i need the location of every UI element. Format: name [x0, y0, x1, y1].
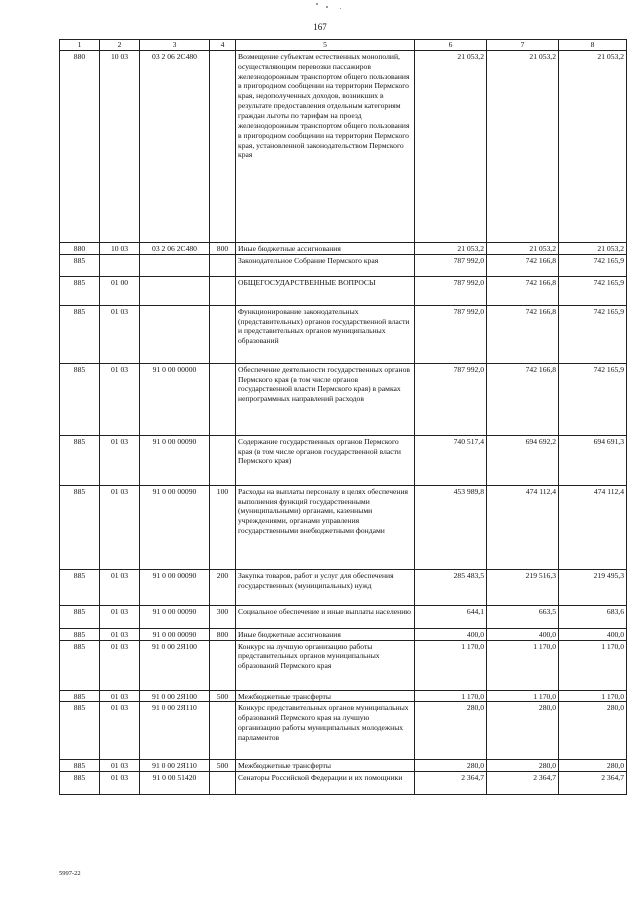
header-row [60, 40, 627, 51]
expense-type-code [210, 305, 236, 363]
amount-col8: 683,6 [559, 605, 627, 628]
column-header: 4 [210, 40, 236, 51]
admin-code: 885 [60, 254, 100, 276]
section-code: 01 03 [100, 435, 140, 485]
row-description: Содержание государственных органов Пермского края (в том числе органов государственной власти Пермского края) [236, 435, 415, 485]
expense-type-code: 500 [210, 760, 236, 772]
amount-col6: 280,0 [415, 702, 487, 760]
table-row [60, 605, 627, 628]
amount-col8: 1 170,0 [559, 690, 627, 702]
expense-type-code: 300 [210, 605, 236, 628]
expense-type-code: 500 [210, 690, 236, 702]
table-row [60, 690, 627, 702]
row-description: Обеспечение деятельности государственных органов Пермского края (в том числе органов государственной власти Пермского края) в рамках непрограммных направлений расходов [236, 363, 415, 435]
admin-code: 885 [60, 435, 100, 485]
page-number: 167 [313, 22, 327, 32]
row-description: Сенаторы Российской Федерации и их помощники [236, 772, 415, 795]
table-row [60, 363, 627, 435]
admin-code: 885 [60, 772, 100, 795]
amount-col8: 694 691,3 [559, 435, 627, 485]
table-row [60, 276, 627, 305]
amount-col6: 21 053,2 [415, 50, 487, 242]
row-description: Расходы на выплаты персоналу в целях обеспечения выполнения функций государственными (муниципальными) органами, казенными учреждениями, органами управления государственными внебюджетными фондами [236, 485, 415, 569]
amount-col8: 21 053,2 [559, 50, 627, 242]
expense-type-code [210, 640, 236, 690]
amount-col7: 280,0 [487, 760, 559, 772]
table-row [60, 254, 627, 276]
column-header: 6 [415, 40, 487, 51]
target-article-code [140, 276, 210, 305]
document-footer-code: 5997-22 [59, 870, 81, 877]
row-description: Иные бюджетные ассигнования [236, 242, 415, 254]
section-code: 01 03 [100, 569, 140, 605]
section-code: 10 03 [100, 242, 140, 254]
target-article-code: 91 0 00 00090 [140, 435, 210, 485]
target-article-code: 03 2 06 2С480 [140, 50, 210, 242]
section-code: 01 03 [100, 485, 140, 569]
expense-type-code [210, 50, 236, 242]
admin-code: 885 [60, 276, 100, 305]
column-header: 1 [60, 40, 100, 51]
section-code: 10 03 [100, 50, 140, 242]
expense-type-code: 200 [210, 569, 236, 605]
table-row [60, 50, 627, 242]
scan-speck [326, 6, 328, 8]
admin-code: 885 [60, 690, 100, 702]
row-description: Конкурс на лучшую организацию работы представительных органов муниципальных образований Пермского края [236, 640, 415, 690]
admin-code: 885 [60, 363, 100, 435]
amount-col7: 1 170,0 [487, 690, 559, 702]
amount-col8: 21 053,2 [559, 242, 627, 254]
admin-code: 880 [60, 50, 100, 242]
table-row [60, 640, 627, 690]
amount-col7: 663,5 [487, 605, 559, 628]
expense-type-code [210, 254, 236, 276]
section-code: 01 03 [100, 605, 140, 628]
target-article-code [140, 254, 210, 276]
target-article-code: 91 0 00 2Я110 [140, 702, 210, 760]
target-article-code: 03 2 06 2С480 [140, 242, 210, 254]
amount-col6: 453 989,8 [415, 485, 487, 569]
amount-col8: 2 364,7 [559, 772, 627, 795]
row-description: Межбюджетные трансферты [236, 760, 415, 772]
admin-code: 885 [60, 702, 100, 760]
expense-type-code: 100 [210, 485, 236, 569]
table-row [60, 702, 627, 760]
amount-col8: 742 165,9 [559, 305, 627, 363]
amount-col6: 280,0 [415, 760, 487, 772]
expense-type-code: 800 [210, 628, 236, 640]
section-code: 01 03 [100, 363, 140, 435]
admin-code: 885 [60, 305, 100, 363]
admin-code: 885 [60, 569, 100, 605]
amount-col8: 219 495,3 [559, 569, 627, 605]
amount-col7: 1 170,0 [487, 640, 559, 690]
amount-col6: 2 364,7 [415, 772, 487, 795]
table-row [60, 305, 627, 363]
target-article-code: 91 0 00 2Я110 [140, 760, 210, 772]
section-code: 01 03 [100, 690, 140, 702]
table-row [60, 435, 627, 485]
scan-speck [316, 3, 318, 5]
expense-type-code [210, 702, 236, 760]
amount-col6: 1 170,0 [415, 640, 487, 690]
table-row [60, 628, 627, 640]
row-description: ОБЩЕГОСУДАРСТВЕННЫЕ ВОПРОСЫ [236, 276, 415, 305]
admin-code: 885 [60, 605, 100, 628]
amount-col7: 21 053,2 [487, 242, 559, 254]
expense-type-code: 800 [210, 242, 236, 254]
amount-col6: 285 483,5 [415, 569, 487, 605]
section-code [100, 254, 140, 276]
amount-col7: 742 166,8 [487, 305, 559, 363]
admin-code: 880 [60, 242, 100, 254]
expense-type-code [210, 435, 236, 485]
expense-type-code [210, 276, 236, 305]
table-row [60, 760, 627, 772]
column-header: 2 [100, 40, 140, 51]
amount-col6: 644,1 [415, 605, 487, 628]
column-header: 3 [140, 40, 210, 51]
column-header: 5 [236, 40, 415, 51]
section-code: 01 03 [100, 640, 140, 690]
admin-code: 885 [60, 628, 100, 640]
amount-col6: 740 517,4 [415, 435, 487, 485]
target-article-code: 91 0 00 00090 [140, 605, 210, 628]
amount-col6: 787 992,0 [415, 305, 487, 363]
section-code: 01 03 [100, 772, 140, 795]
table-row [60, 485, 627, 569]
section-code: 01 03 [100, 628, 140, 640]
amount-col6: 787 992,0 [415, 276, 487, 305]
amount-col8: 742 165,9 [559, 276, 627, 305]
amount-col8: 474 112,4 [559, 485, 627, 569]
amount-col6: 787 992,0 [415, 363, 487, 435]
table-row [60, 242, 627, 254]
expense-type-code [210, 363, 236, 435]
admin-code: 885 [60, 485, 100, 569]
expense-type-code [210, 772, 236, 795]
scan-speck [340, 8, 341, 9]
amount-col6: 21 053,2 [415, 242, 487, 254]
amount-col7: 21 053,2 [487, 50, 559, 242]
target-article-code: 91 0 00 2Я100 [140, 640, 210, 690]
table-row [60, 569, 627, 605]
column-header: 7 [487, 40, 559, 51]
amount-col7: 280,0 [487, 702, 559, 760]
amount-col8: 1 170,0 [559, 640, 627, 690]
amount-col7: 474 112,4 [487, 485, 559, 569]
row-description: Социальное обеспечение и иные выплаты населению [236, 605, 415, 628]
target-article-code: 91 0 00 00090 [140, 628, 210, 640]
section-code: 01 03 [100, 305, 140, 363]
section-code: 01 00 [100, 276, 140, 305]
amount-col6: 1 170,0 [415, 690, 487, 702]
target-article-code: 91 0 00 51420 [140, 772, 210, 795]
target-article-code [140, 305, 210, 363]
amount-col7: 742 166,8 [487, 363, 559, 435]
amount-col8: 742 165,9 [559, 254, 627, 276]
amount-col8: 400,0 [559, 628, 627, 640]
amount-col8: 742 165,9 [559, 363, 627, 435]
amount-col7: 742 166,8 [487, 276, 559, 305]
target-article-code: 91 0 00 00090 [140, 485, 210, 569]
admin-code: 885 [60, 640, 100, 690]
row-description: Конкурс представительных органов муниципальных образований Пермского края на лучшую организацию работы муниципальных молодежных парламентов [236, 702, 415, 760]
amount-col8: 280,0 [559, 760, 627, 772]
amount-col7: 694 692,2 [487, 435, 559, 485]
budget-table [59, 39, 627, 795]
admin-code: 885 [60, 760, 100, 772]
row-description: Возмещение субъектам естественных монополий, осуществляющим перевозки пассажиров железнодорожным транспортом общего пользования в пригородном сообщении на территории Пермского края, недополученных доходов, возникших в результате предоставления отдельным категориям граждан льготы по тарифам на проезд железнодорожным транспортом общего пользования в пригородном сообщении на территории Пермского края, установленной законодательством Пермского края [236, 50, 415, 242]
column-header: 8 [559, 40, 627, 51]
row-description: Закупка товаров, работ и услуг для обеспечения государственных (муниципальных) нужд [236, 569, 415, 605]
amount-col7: 400,0 [487, 628, 559, 640]
amount-col7: 219 516,3 [487, 569, 559, 605]
target-article-code: 91 0 00 00000 [140, 363, 210, 435]
row-description: Иные бюджетные ассигнования [236, 628, 415, 640]
amount-col8: 280,0 [559, 702, 627, 760]
target-article-code: 91 0 00 2Я100 [140, 690, 210, 702]
section-code: 01 03 [100, 760, 140, 772]
section-code: 01 03 [100, 702, 140, 760]
row-description: Межбюджетные трансферты [236, 690, 415, 702]
target-article-code: 91 0 00 00090 [140, 569, 210, 605]
row-description: Законодательное Собрание Пермского края [236, 254, 415, 276]
amount-col6: 787 992,0 [415, 254, 487, 276]
amount-col7: 742 166,8 [487, 254, 559, 276]
row-description: Функционирование законодательных (представительных) органов государственной власти и представительных органов муниципальных образований [236, 305, 415, 363]
table-row [60, 772, 627, 795]
amount-col6: 400,0 [415, 628, 487, 640]
amount-col7: 2 364,7 [487, 772, 559, 795]
